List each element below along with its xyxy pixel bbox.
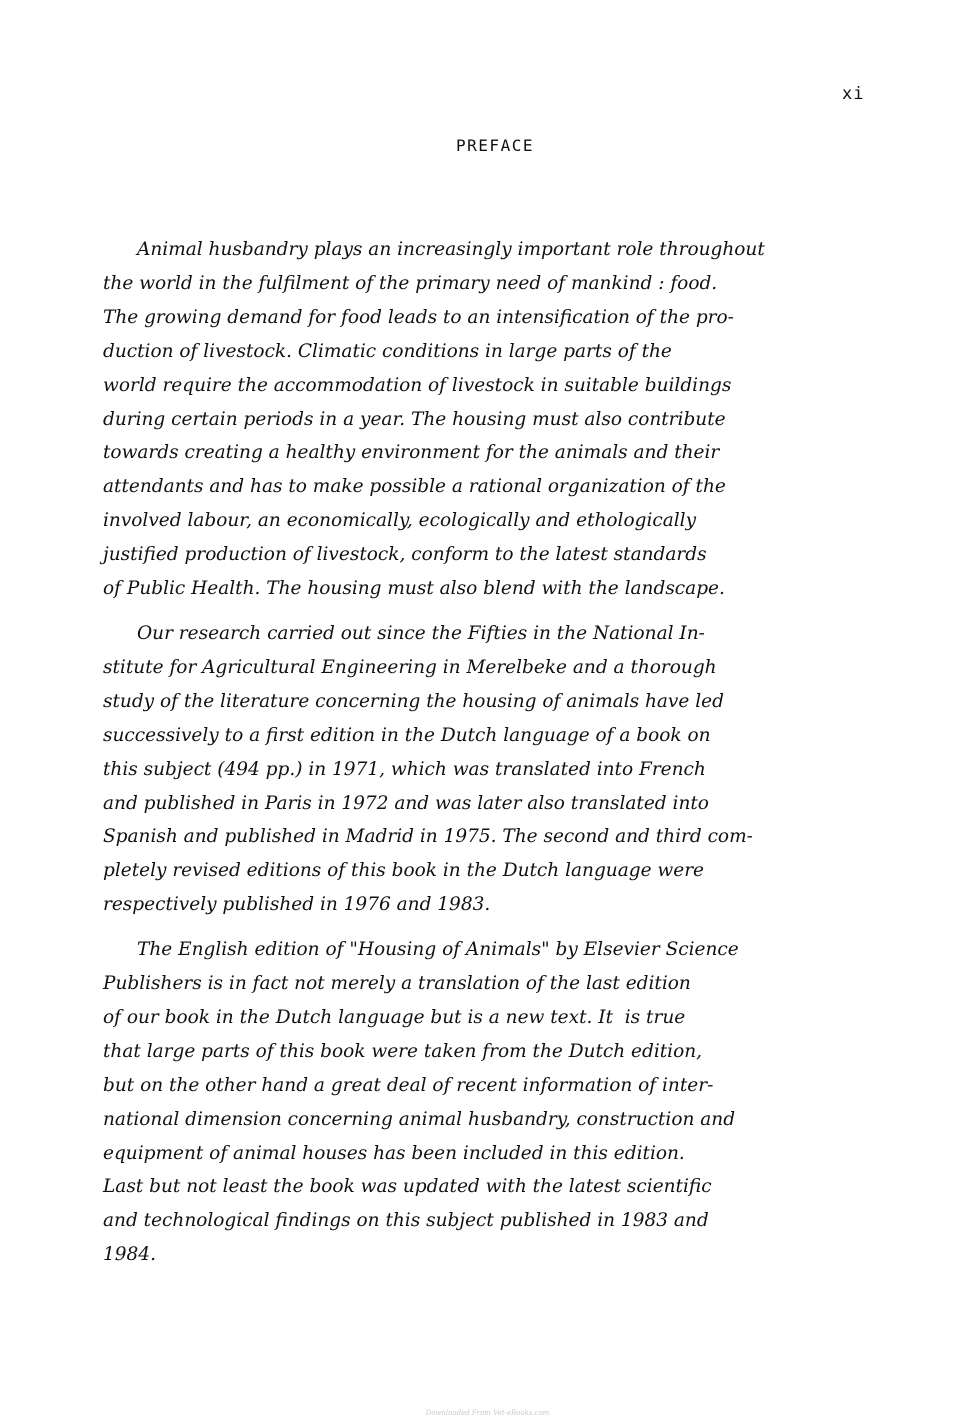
- text-line: the world in the fulfilment of the primary need of mankind : food.: [103, 272, 718, 294]
- text-line: and technological findings on this subject published in 1983 and: [103, 1210, 709, 1232]
- text-line: this subject (494 pp.) in 1971, which was translated into French: [103, 758, 706, 780]
- text-line: Our research carried out since the Fifties in the National In-: [137, 622, 705, 644]
- preface-body: [103, 233, 883, 1272]
- text-line: world require the accommodation of livestock in suitable buildings: [103, 374, 732, 396]
- download-watermark: Downloaded From Vet-eBooks.com: [425, 1409, 550, 1417]
- text-line: Animal husbandry plays an increasingly important role throughout: [137, 239, 765, 260]
- text-line: The English edition of "Housing of Animals" by Elsevier Science: [137, 939, 739, 961]
- text-line: during certain periods in a year. The housing must also contribute: [103, 408, 726, 430]
- text-line: 1984.: [103, 1244, 156, 1266]
- text-line: successively to a first edition in the Dutch language of a book on: [103, 724, 711, 746]
- text-line: Spanish and published in Madrid in 1975. The second and third com-: [103, 826, 753, 848]
- text-line: duction of livestock. Climatic conditions in large parts of the: [103, 340, 672, 362]
- text-line: The growing demand for food leads to an intensification of the pro-: [103, 306, 734, 328]
- text-line: of Public Health. The housing must also blend with the landscape.: [103, 578, 725, 600]
- text-line: national dimension concerning animal husbandry, construction and: [103, 1108, 736, 1130]
- text-line: of our book in the Dutch language but is a new text. It is true: [103, 1006, 686, 1028]
- page-number: xi: [842, 84, 865, 104]
- text-line: and published in Paris in 1972 and was later also translated into: [103, 792, 709, 814]
- paragraph-1: [103, 233, 883, 606]
- text-line: study of the literature concerning the housing of animals have led: [103, 690, 724, 712]
- text-line: stitute for Agricultural Engineering in Merelbeke and a thorough: [103, 656, 717, 678]
- paragraph-3: [103, 933, 883, 1272]
- page-title: PREFACE: [456, 136, 534, 155]
- text-line: involved labour, an economically, ecologically and ethologically: [103, 510, 697, 532]
- text-line: pletely revised editions of this book in the Dutch language were: [103, 860, 704, 882]
- text-line: respectively published in 1976 and 1983.: [103, 894, 491, 916]
- text-line: that large parts of this book were taken from the Dutch edition,: [103, 1040, 703, 1062]
- text-line: Last but not least the book was updated with the latest scientific: [103, 1176, 712, 1198]
- text-line: Publishers is in fact not merely a translation of the last edition: [103, 973, 691, 995]
- text-line: attendants and has to make possible a rational organization of the: [103, 476, 726, 498]
- text-line: equipment of animal houses has been included in this edition.: [103, 1142, 685, 1164]
- text-line: towards creating a healthy environment for the animals and their: [103, 442, 720, 464]
- text-line: but on the other hand a great deal of recent information of inter-: [103, 1074, 714, 1096]
- paragraph-2: [103, 617, 883, 922]
- text-line: justified production of livestock, conform to the latest standards: [103, 544, 707, 566]
